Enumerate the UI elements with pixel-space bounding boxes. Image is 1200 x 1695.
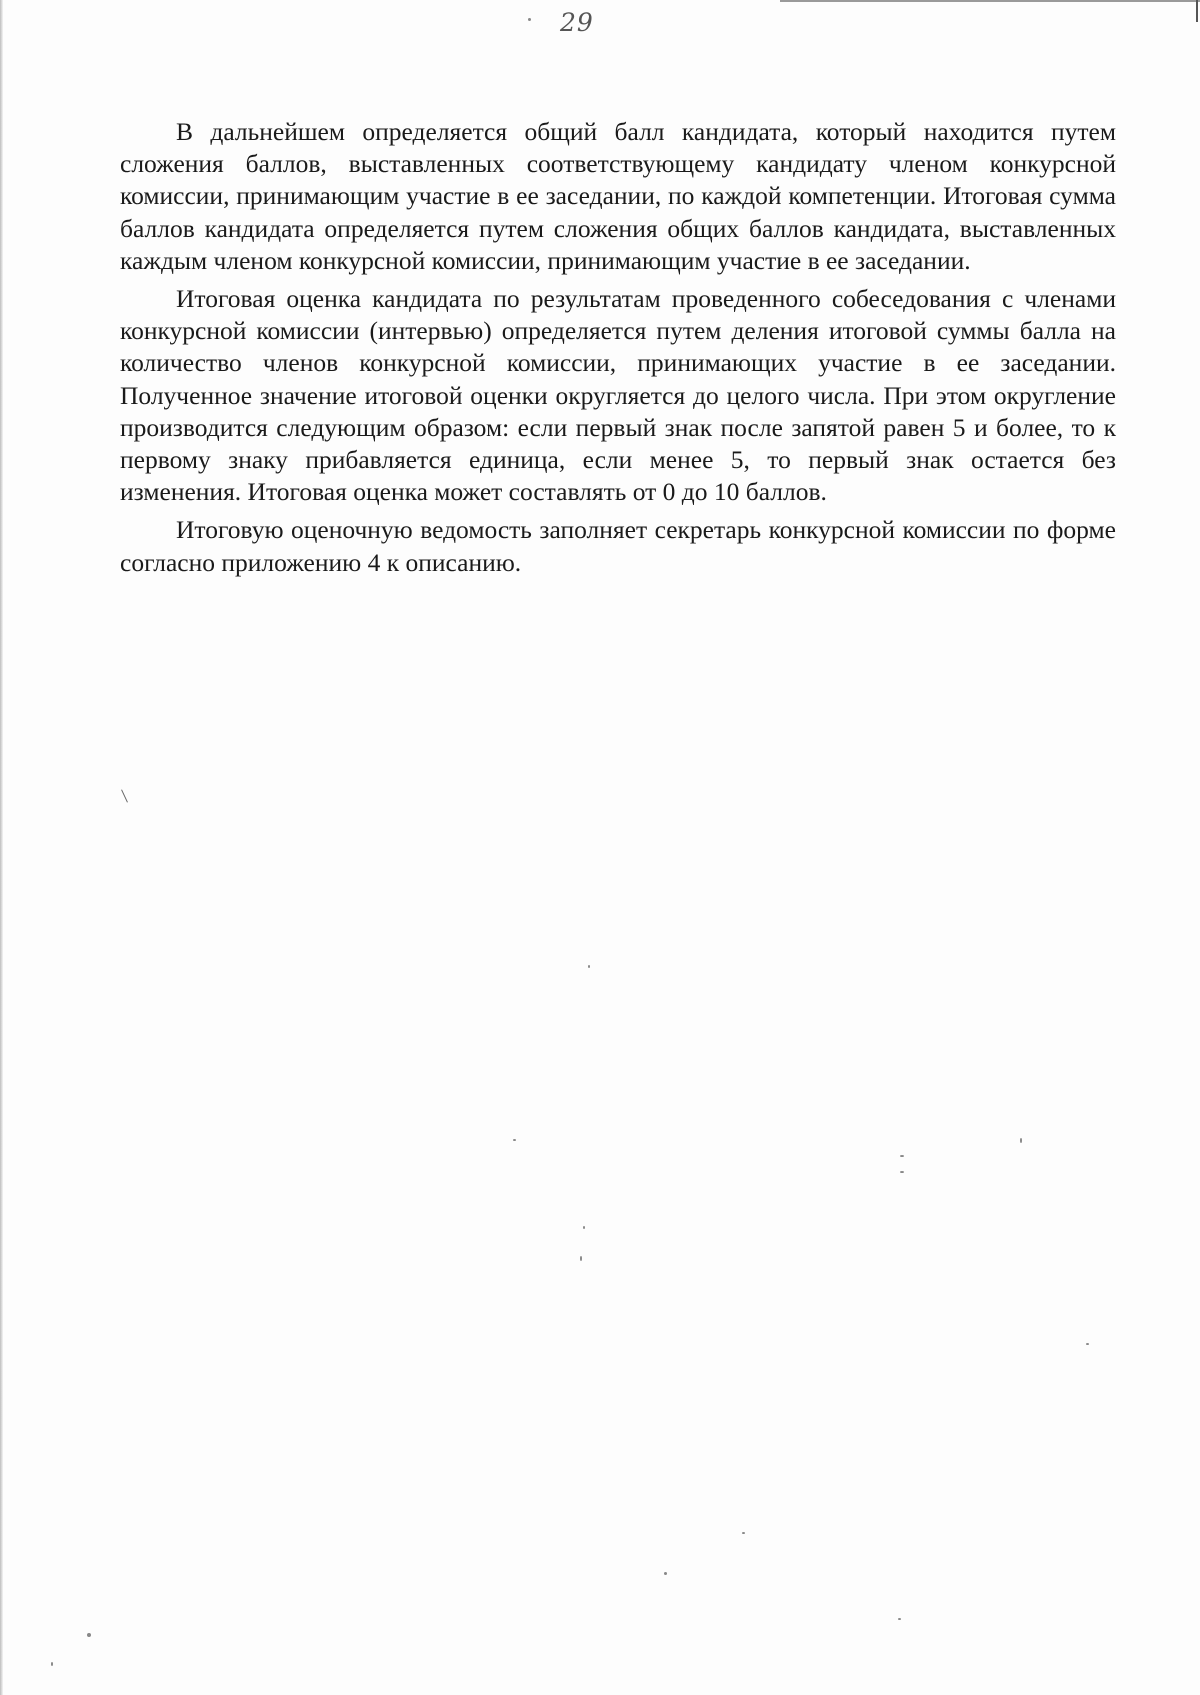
- scan-speck: [1086, 1343, 1089, 1345]
- scan-speck: [51, 1662, 53, 1666]
- paragraph-assessment-sheet: Итоговую оценочную ведомость заполняет секретарь конкурсной комиссии по форме согласно приложению 4 к описанию.: [120, 515, 1116, 577]
- scan-speck: [580, 1256, 582, 1261]
- scan-speck: [664, 1572, 667, 1575]
- scan-speck: [742, 1532, 745, 1534]
- scan-speck: [900, 1171, 904, 1173]
- paragraph-total-score: В дальнейшем определяется общий балл кандидата, который находится путем сложения баллов, выставленных соответствующему кандидату членом конкурсной комиссии, принимающим участие в ее заседании, по каждой компетенции. Итоговая сумма баллов кандидата определяется путем сложения общих баллов кандидата, выставленных каждым членом конкурсной комиссии, принимающим участие в ее заседании.: [120, 117, 1116, 275]
- scan-speck: [898, 1618, 901, 1620]
- scan-speck: [583, 1226, 585, 1229]
- scan-speck: [588, 965, 590, 968]
- scan-speck: [528, 18, 531, 21]
- scan-speck: [1020, 1138, 1022, 1143]
- page-left-edge: [0, 0, 3, 1695]
- scan-speck: [121, 789, 128, 802]
- paragraph-final-grade: Итоговая оценка кандидата по результатам проведенного собеседования с членами конкурсной комиссии (интервью) определяется путем деления итоговой суммы балла на количество членов конкурсной комиссии, принимающих участие в ее заседании. Полученное значение итоговой оценки округляется до целого числа. При этом округление производится следующим образом: если первый знак после запятой равен 5 и более, то к первому знаку прибавляется единица, если менее 5, то первый знак остается без изменения. Итоговая оценка может составлять от 0 до 10 баллов.: [120, 284, 1116, 507]
- page-right-edge-mark: [1196, 0, 1198, 22]
- document-body: [120, 116, 1116, 585]
- scan-speck: [900, 1155, 904, 1157]
- scan-speck: [513, 1139, 516, 1141]
- scan-speck: [87, 1633, 91, 1637]
- handwritten-page-number: 29: [560, 8, 594, 37]
- page-top-edge: [780, 0, 1200, 2]
